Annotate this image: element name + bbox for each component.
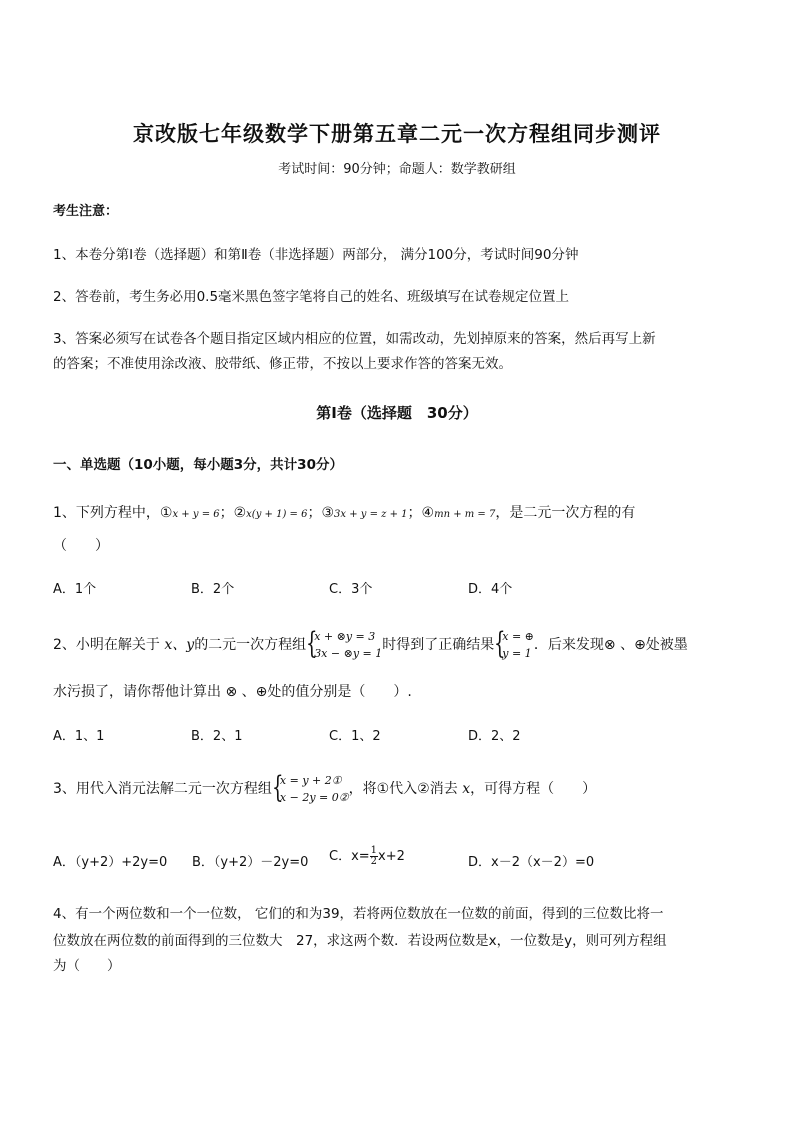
question-3 xyxy=(53,772,596,806)
question-2 xyxy=(53,628,688,662)
q2-system-2: { x = ⊕ y = 1 xyxy=(494,626,534,661)
q1-mark-3: ③ xyxy=(321,505,335,521)
q3-suffix-a: ，将①代入②消去 xyxy=(348,781,458,797)
q1-eq-1: x + y = 6 xyxy=(172,509,220,520)
q1-mark-1: ① xyxy=(159,505,173,521)
q2-system-1: { x + ⊗y = 3 3x − ⊗y = 1 xyxy=(306,626,383,661)
q1-option-c: C．3个 xyxy=(329,582,373,597)
notice-item-2: 2、答卷前，考生务必用0.5毫米黑色签字笔将自己的姓名、班级填写在试卷规定位置上 xyxy=(53,289,570,305)
q1-sep-1: ； xyxy=(219,505,234,521)
part-heading: 一、单选题（10小题，每小题3分，共计30分） xyxy=(53,457,343,473)
q1-sep-2: ； xyxy=(307,505,322,521)
notice-item-3-cont: 的答案；不准使用涂改液、胶带纸、修正带，不按以上要求作答的答案无效。 xyxy=(53,356,512,372)
q3-system-row-2: x − 2y = 0② xyxy=(279,791,349,804)
q2-mid-2: 时得到了正确结果 xyxy=(382,637,495,653)
q3-prefix: 3、用代入消元法解二元一次方程组 xyxy=(53,781,272,797)
q2-system-2-row-2: y = 1 xyxy=(502,647,532,660)
q1-option-a: A．1个 xyxy=(53,582,97,597)
q2-option-c: C．1、2 xyxy=(329,729,381,744)
q3-option-c xyxy=(329,845,405,867)
q2-mid-1: 的二元一次方程组 xyxy=(194,637,307,653)
q4-line-3: 为（ ） xyxy=(53,958,121,974)
q3-option-c-post: x+2 xyxy=(378,849,405,864)
q3-system-row-1: x = y + 2① xyxy=(279,774,342,787)
q3-suffix-b: ，可得方程（ ） xyxy=(470,781,597,797)
q2-option-d: D．2、2 xyxy=(468,729,521,744)
q1-mark-2: ② xyxy=(233,505,247,521)
q2-system-1-row-1: x + ⊗y = 3 xyxy=(314,630,376,643)
q3-suffix-var: x xyxy=(462,781,471,797)
q3-system: { x = y + 2① x − 2y = 0② xyxy=(271,770,349,805)
q2-line-2: 水污损了，请你帮他计算出 ⊗ 、⊕处的值分别是（ ）. xyxy=(53,684,412,700)
exam-subtitle: 考试时间：90分钟；命题人：数学教研组 xyxy=(278,162,516,177)
q2-suffix: ．后来发现⊗ 、⊕处被墨 xyxy=(533,637,688,653)
q3-option-d: D．x－2（x－2）=0 xyxy=(468,855,595,870)
q3-option-b: B．（y+2）－2y=0 xyxy=(192,855,309,870)
page-title: 京改版七年级数学下册第五章二元一次方程组同步测评 xyxy=(133,122,661,146)
q1-suffix: ，是二元一次方程的有 xyxy=(495,505,636,521)
q4-line-1: 4、有一个两位数和一个一位数， 它们的和为39，若将两位数放在一位数的前面，得到的三位数比将一 xyxy=(53,906,664,922)
q1-eq-4: mn + m = 7 xyxy=(434,509,496,520)
q2-option-b: B．2、1 xyxy=(191,729,243,744)
q2-vars: x、y xyxy=(164,637,195,653)
notice-item-1: 1、本卷分第Ⅰ卷（选择题）和第Ⅱ卷（非选择题）两部分， 满分100分，考试时间90分钟 xyxy=(53,247,579,263)
q1-eq-2: x(y + 1) = 6 xyxy=(246,509,308,520)
notice-heading: 考生注意： xyxy=(53,204,119,219)
q2-system-1-row-2: 3x − ⊗y = 1 xyxy=(314,647,383,660)
q1-option-b: B．2个 xyxy=(191,582,235,597)
q3-option-c-fraction xyxy=(370,846,378,867)
q1-sep-3: ； xyxy=(407,505,422,521)
q3-option-c-pre: C．x= xyxy=(329,849,370,864)
q3-fraction-numerator: 1 xyxy=(370,845,378,856)
q3-fraction-denominator: 2 xyxy=(370,856,378,867)
section-title: 第Ⅰ卷（选择题 30分） xyxy=(316,404,478,422)
question-1 xyxy=(53,502,635,522)
q2-option-a: A．1、1 xyxy=(53,729,105,744)
q1-eq-3: 3x + y = z + 1 xyxy=(334,509,408,520)
q1-prefix: 1、下列方程中， xyxy=(53,505,160,521)
q1-answer-paren: （ ） xyxy=(53,538,109,554)
q4-line-2: 位数放在两位数的前面得到的三位数大 27，求这两个数．若设两位数是x，一位数是y，则可列方程组 xyxy=(53,933,667,949)
q1-option-d: D．4个 xyxy=(468,582,513,597)
q2-prefix: 2、小明在解关于 xyxy=(53,637,160,653)
notice-item-3: 3、答案必须写在试卷各个题目指定区域内相应的位置，如需改动，先划掉原来的答案，然后再写上新 xyxy=(53,331,656,347)
q2-system-2-row-1: x = ⊕ xyxy=(502,630,534,643)
q1-mark-4: ④ xyxy=(421,505,435,521)
q3-option-a: A．（y+2）+2y=0 xyxy=(53,855,168,870)
